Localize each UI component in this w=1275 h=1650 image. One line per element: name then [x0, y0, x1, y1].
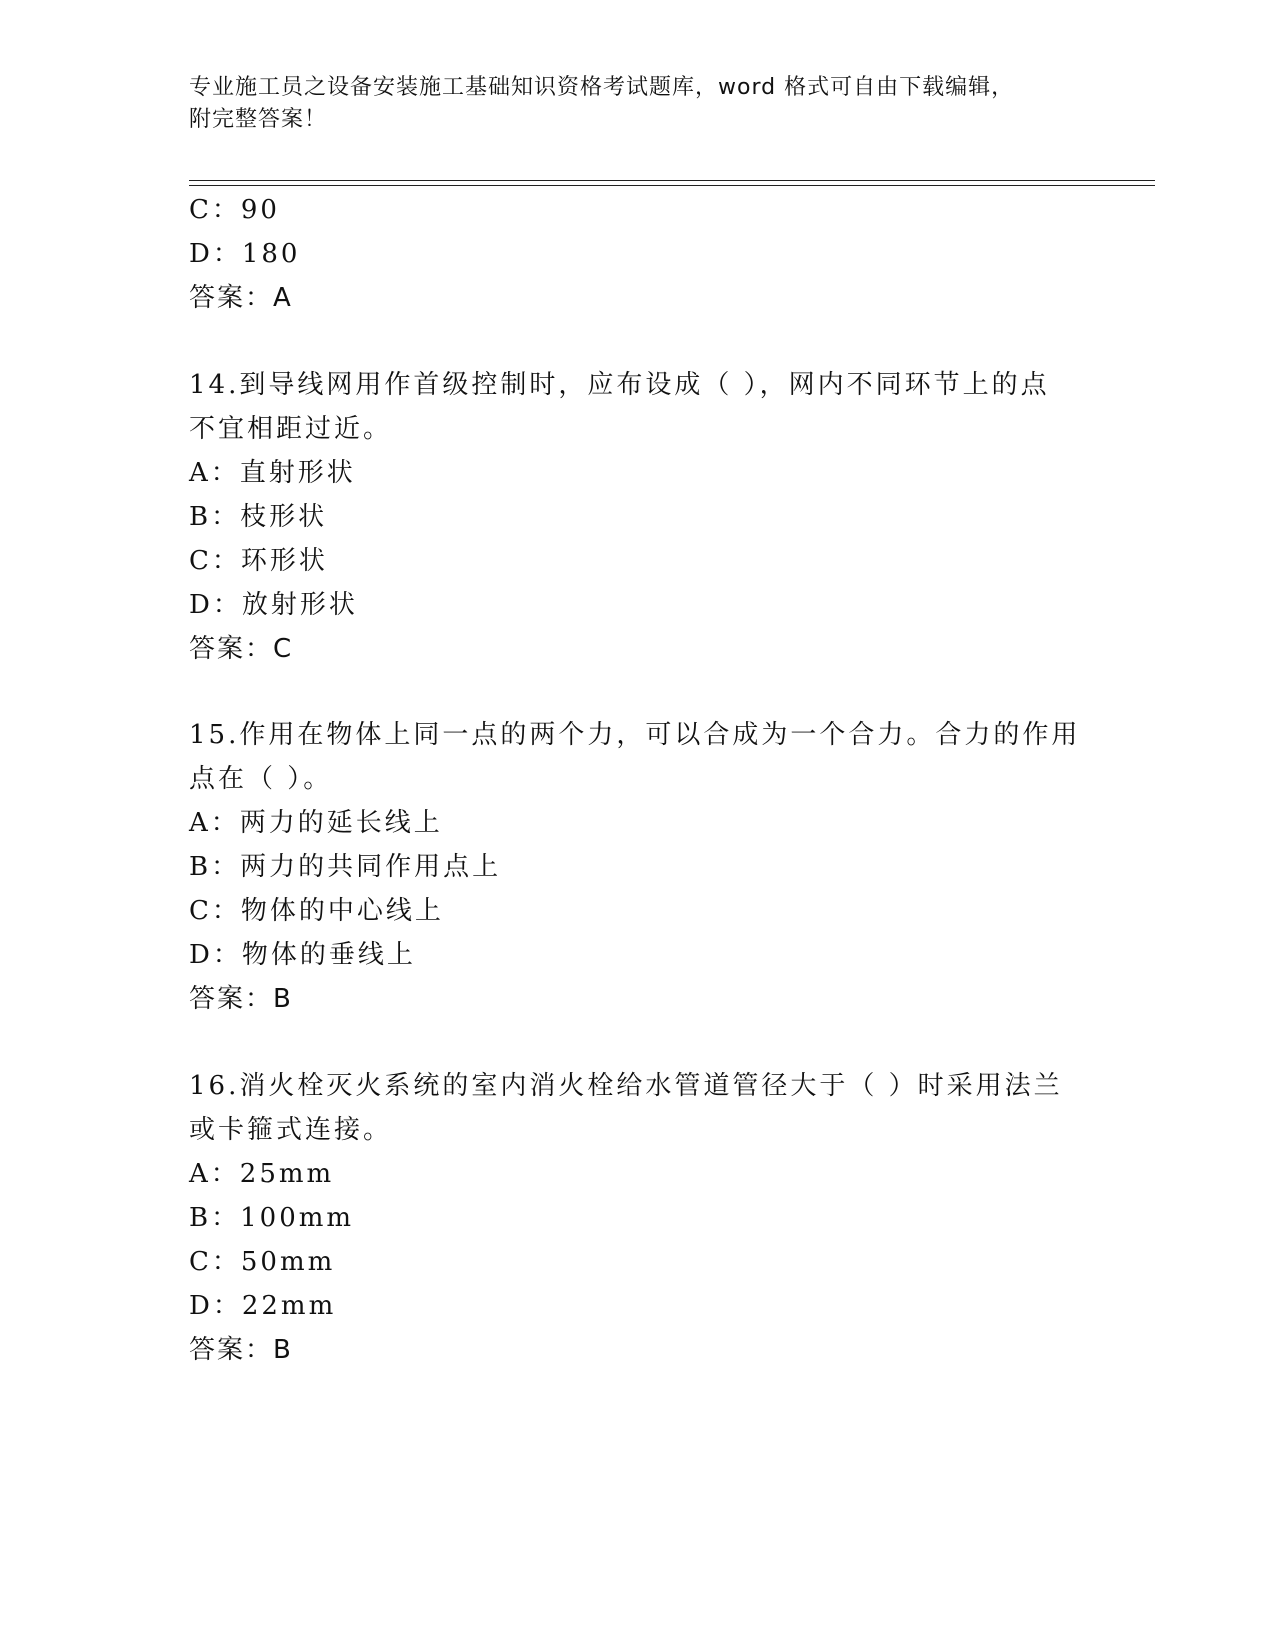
q15-option-b: B：两力的共同作用点上 — [189, 852, 502, 882]
q16-answer: 答案：B — [189, 1335, 293, 1365]
q16-stem-line-2: 或卡箍式连接。 — [189, 1115, 393, 1145]
q15-stem-line-2: 点在（ ）。 — [189, 764, 333, 794]
prev-answer: 答案：A — [189, 283, 293, 313]
q14-answer: 答案：C — [189, 634, 294, 664]
q16-option-d: D：22mm — [189, 1291, 337, 1321]
q16-option-b: B：100mm — [189, 1203, 355, 1233]
prev-option-c: C：90 — [189, 195, 280, 225]
q16-stem-line-1: 16.消火栓灭火系统的室内消火栓给水管道管径大于（ ）时采用法兰 — [189, 1071, 1063, 1101]
header-divider-top — [189, 180, 1155, 181]
header-line-1: 专业施工员之设备安装施工基础知识资格考试题库，word 格式可自由下载编辑， — [189, 75, 1015, 100]
q14-stem-line-2: 不宜相距过近。 — [189, 414, 393, 444]
q15-option-d: D：物体的垂线上 — [189, 940, 416, 970]
q16-option-a: A：25mm — [189, 1159, 335, 1189]
q15-answer: 答案：B — [189, 984, 293, 1014]
q14-stem-line-1: 14.到导线网用作首级控制时，应布设成（ ），网内不同环节上的点 — [189, 370, 1050, 400]
q14-option-c: C：环形状 — [189, 546, 328, 576]
q14-option-d: D：放射形状 — [189, 590, 358, 620]
document-header — [189, 72, 1089, 136]
q14-option-b: B：枝形状 — [189, 502, 328, 532]
q14-option-a: A：直射形状 — [189, 458, 356, 488]
q15-option-c: C：物体的中心线上 — [189, 896, 444, 926]
header-line-2: 附完整答案！ — [189, 107, 328, 132]
q15-option-a: A：两力的延长线上 — [189, 808, 443, 838]
q16-option-c: C：50mm — [189, 1247, 336, 1277]
q15-stem-line-1: 15.作用在物体上同一点的两个力，可以合成为一个合力。合力的作用 — [189, 720, 1081, 750]
prev-option-d: D：180 — [189, 239, 301, 269]
header-divider-bottom — [189, 185, 1155, 186]
